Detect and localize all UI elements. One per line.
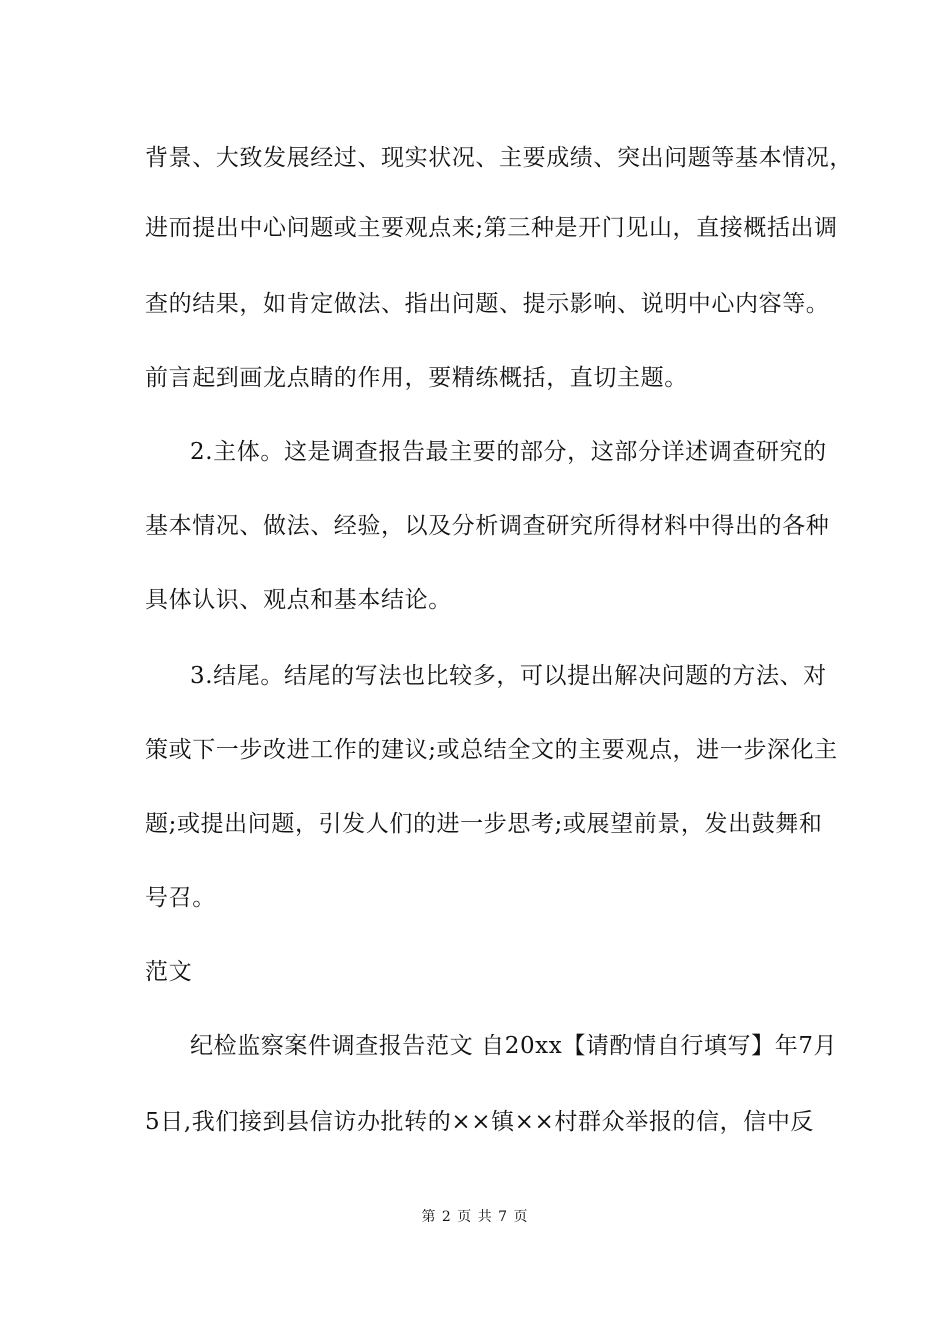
sample-title-line: 纪检监察案件调查报告范文 自20xx【请酌情自行填写】年7月 <box>190 1033 838 1059</box>
page-number: 第 2 页 共 7 页 <box>421 1209 529 1225</box>
body-text-line: 基本情况、做法、经验，以及分析调查研究所得材料中得出的各种 <box>145 513 830 539</box>
body-text-line: 进而提出中心问题或主要观点来;第三种是开门见山，直接概括出调 <box>145 215 838 241</box>
body-text-line: 背景、大致发展经过、现实状况、主要成绩、突出问题等基本情况， <box>145 145 853 171</box>
body-text-line: 查的结果，如肯定做法、指出问题、提示影响、说明中心内容等。 <box>145 291 830 317</box>
section-heading-body: 2.主体。这是调查报告最主要的部分，这部分详述调查研究的 <box>190 439 827 465</box>
body-text-line: 前言起到画龙点睛的作用，要精练概括，直切主题。 <box>145 365 688 391</box>
sample-heading: 范文 <box>145 959 193 985</box>
body-text-line: 策或下一步改进工作的建议;或总结全文的主要观点，进一步深化主 <box>145 737 838 763</box>
body-text-line: 题;或提出问题，引发人们的进一步思考;或展望前景，发出鼓舞和 <box>145 811 823 837</box>
body-text-line: 5日,我们接到县信访办批转的××镇××村群众举报的信，信中反 <box>145 1109 815 1135</box>
body-text-line: 具体认识、观点和基本结论。 <box>145 587 452 613</box>
body-text-line: 号召。 <box>145 885 216 911</box>
section-heading-ending: 3.结尾。结尾的写法也比较多，可以提出解决问题的方法、对 <box>190 663 827 689</box>
